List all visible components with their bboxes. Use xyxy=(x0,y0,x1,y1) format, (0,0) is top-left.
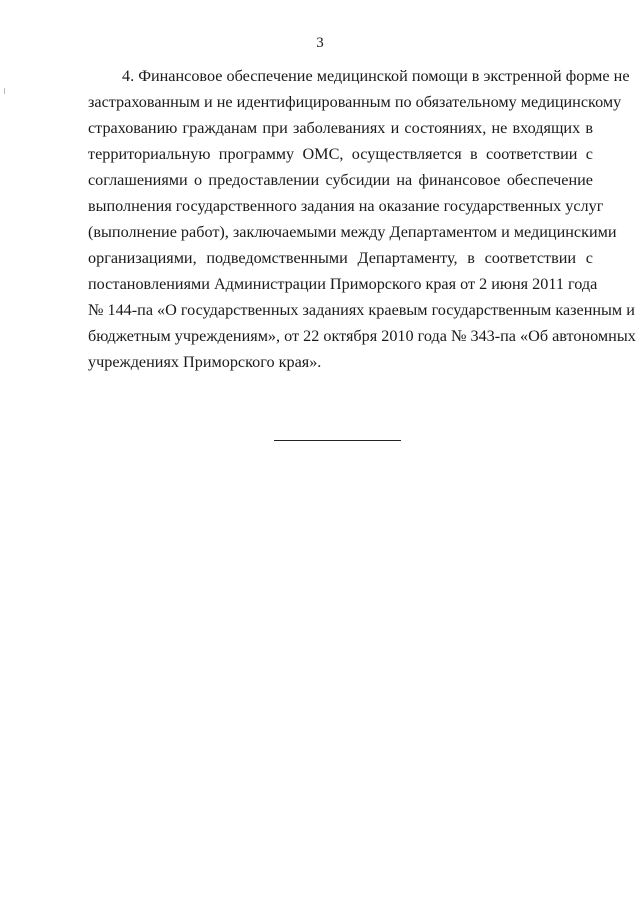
paragraph-line: выполнения государственного задания на оказание государственных услуг xyxy=(88,197,604,215)
scan-artifact xyxy=(4,88,5,94)
paragraph-line: территориальную программу ОМС, осуществляется в соответствии с xyxy=(88,145,593,163)
paragraph-line: бюджетным учреждениям», от 22 октября 2010 года № 343-па «Об автономных xyxy=(88,327,636,345)
paragraph-line: страхованию гражданам при заболеваниях и состояниях, не входящих в xyxy=(88,119,593,137)
paragraph-line: застрахованным и не идентифицированным по обязательному медицинскому xyxy=(88,93,622,111)
paragraph-line: организациями, подведомственными Департаменту, в соответствии с xyxy=(88,249,593,267)
paragraph-line: учреждениях Приморского края». xyxy=(88,353,322,371)
paragraph-line: постановлениями Администрации Приморского края от 2 июня 2011 года xyxy=(88,275,598,293)
paragraph-line: № 144-па «О государственных заданиях краевым государственным казенным и xyxy=(88,301,635,319)
end-separator-line xyxy=(274,440,401,441)
paragraph-line: 4. Финансовое обеспечение медицинской помощи в экстренной форме не xyxy=(122,67,630,85)
paragraph-line: (выполнение работ), заключаемыми между Департаментом и медицинскими xyxy=(88,223,617,241)
paragraph-line: соглашениями о предоставлении субсидии на финансовое обеспечение xyxy=(88,171,593,189)
page-number: 3 xyxy=(316,35,324,51)
